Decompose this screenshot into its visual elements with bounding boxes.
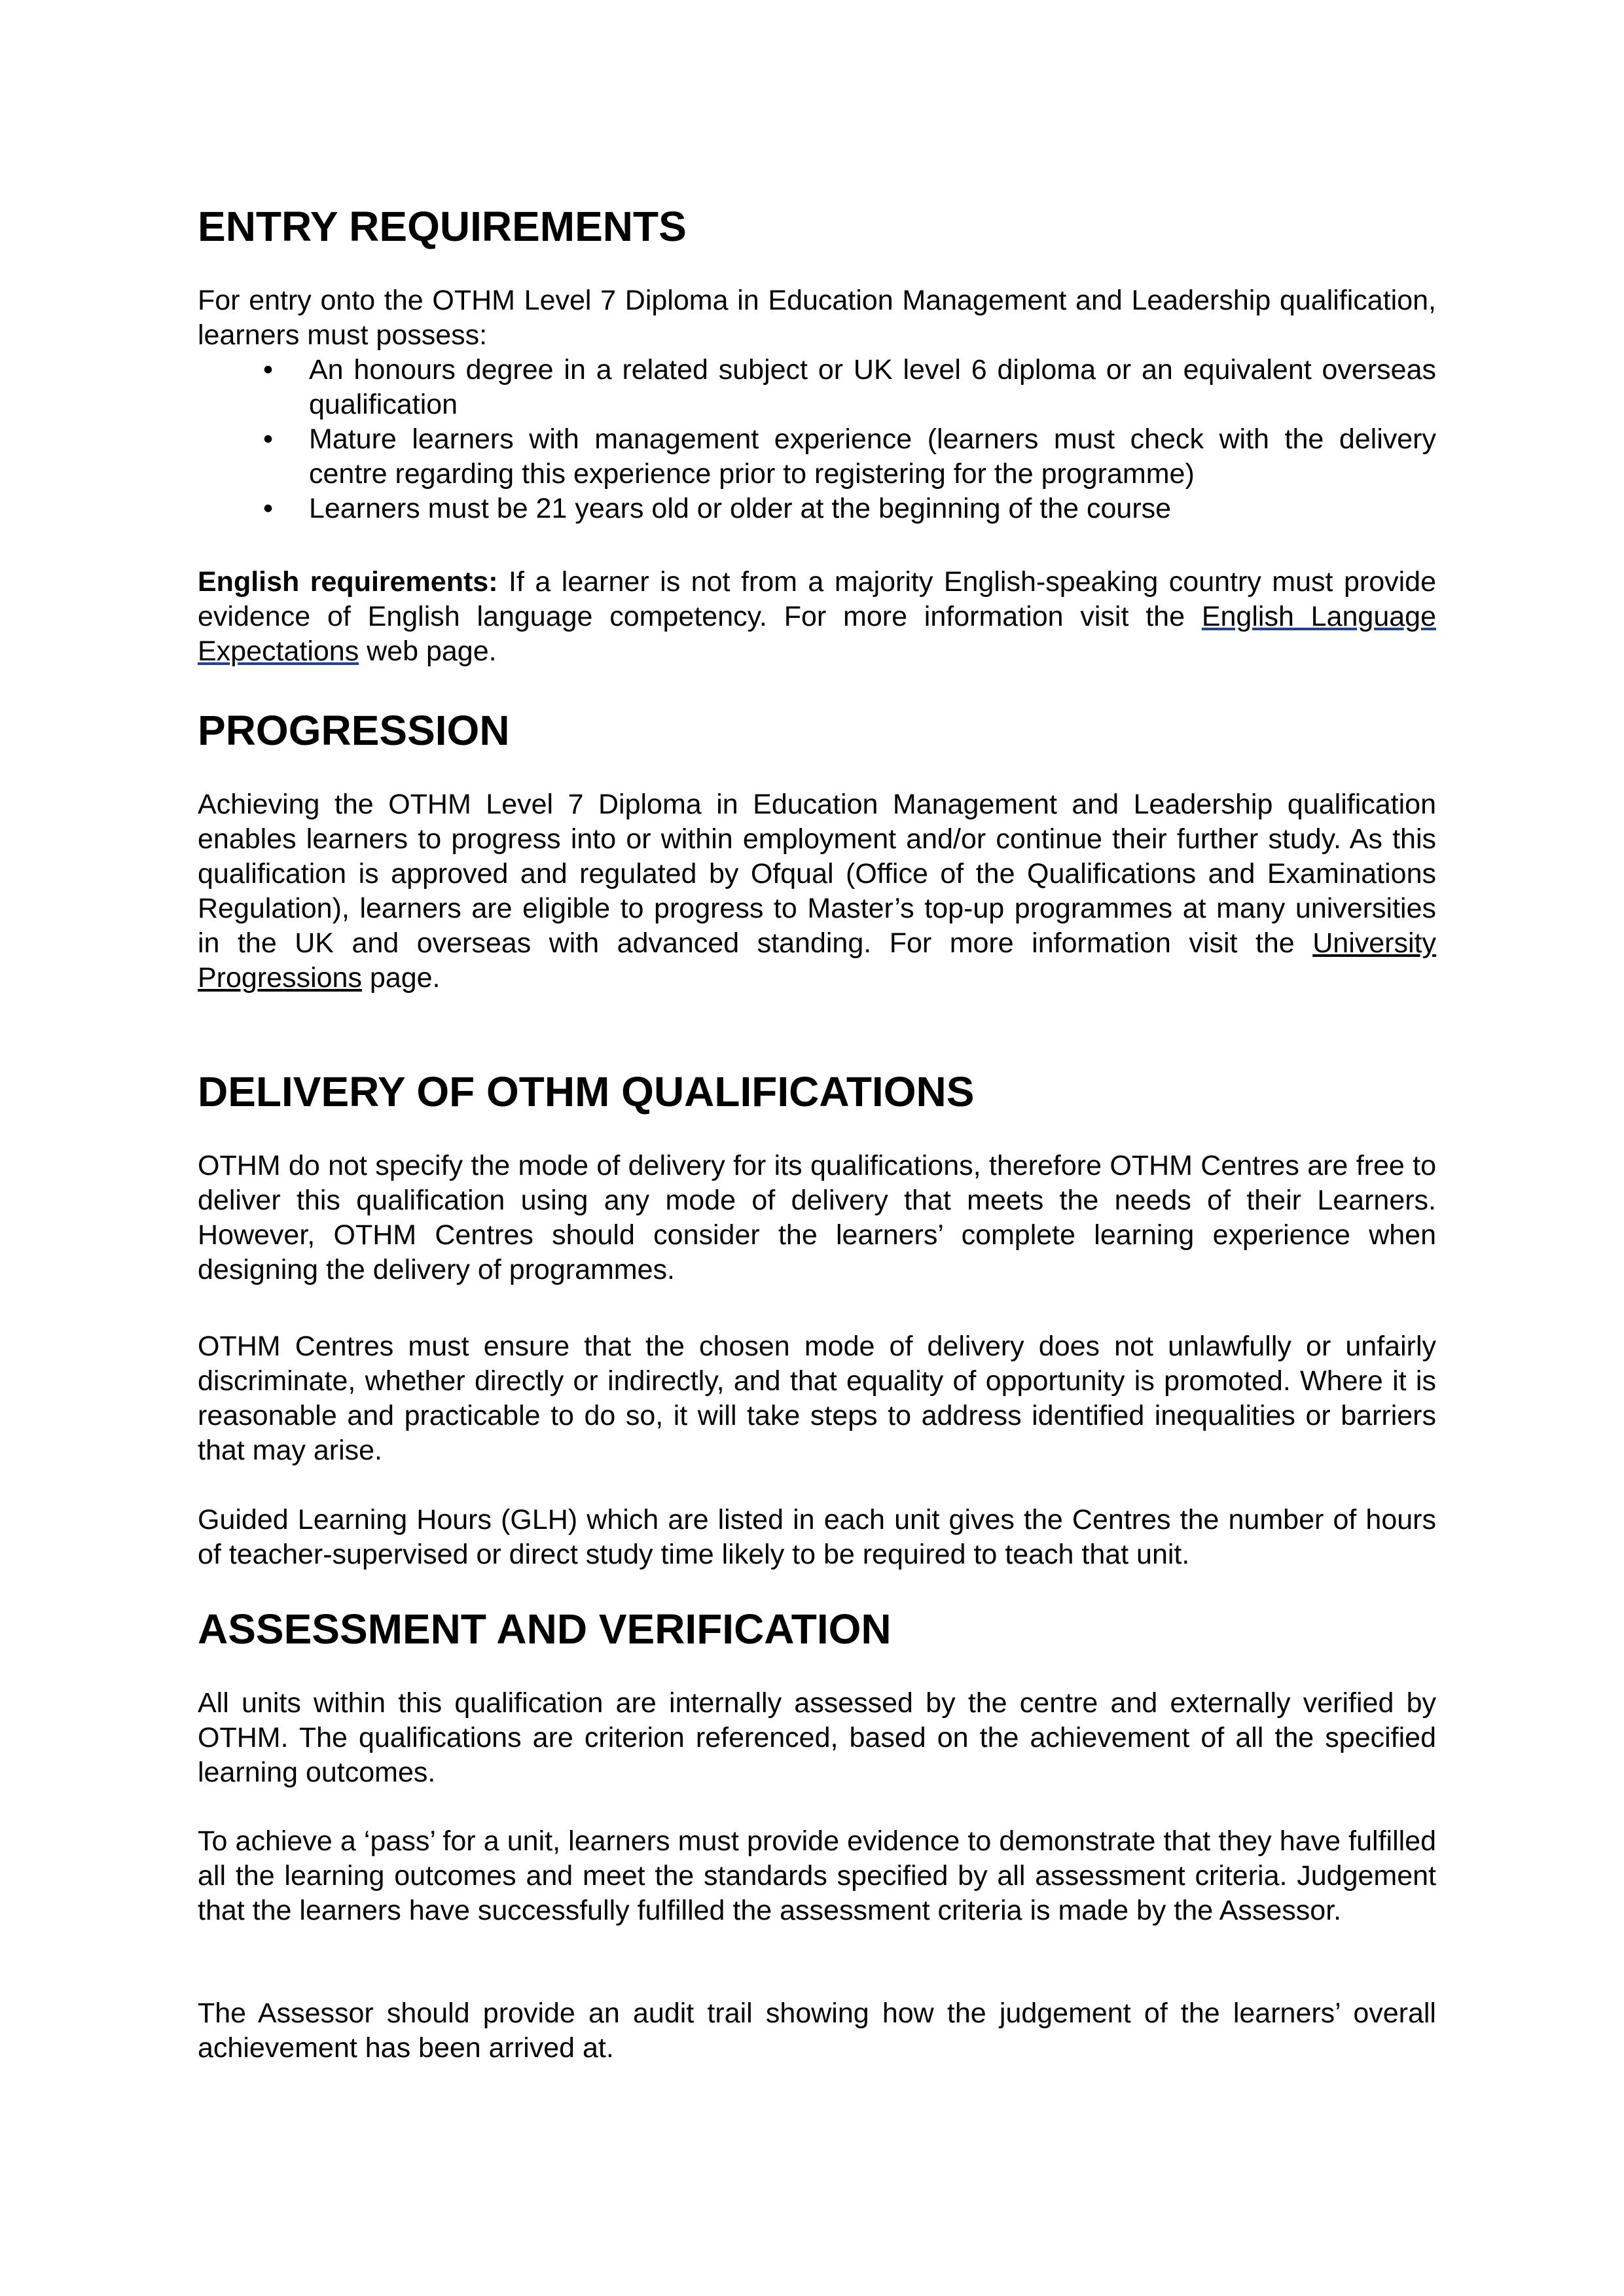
english-requirements-paragraph — [198, 565, 1436, 669]
assessment-heading: ASSESSMENT AND VERIFICATION — [198, 1605, 892, 1653]
delivery-paragraph-2: OTHM Centres must ensure that the chosen mode of delivery does not unlawfully or unfairly discriminate, whether directly or indirectly, and that equality of opportunity is promoted. Where it is reasonable and practicable to do so, it will take steps to address identified inequalities or barriers that may arise. — [198, 1331, 1436, 1466]
entry-intro-paragraph: For entry onto the OTHM Level 7 Diploma in Education Management and Leadership qualification, learners must possess: — [198, 285, 1436, 351]
assessment-paragraph-3: The Assessor should provide an audit trail showing how the judgement of the learners’ overall achievement has been arrived at. — [198, 1998, 1436, 2064]
english-requirements-text: If a learner is not from a majority English-speaking country must provide evidence of English language competency. For more information visit the — [198, 566, 1437, 632]
english-requirements-tail: web page. — [359, 636, 497, 667]
english-requirements-label: English requirements: — [198, 566, 498, 598]
list-item — [198, 353, 1436, 422]
progression-paragraph — [198, 787, 1436, 996]
list-item — [198, 422, 1436, 492]
entry-requirements-heading: ENTRY REQUIREMENTS — [198, 203, 687, 250]
delivery-paragraph-3: Guided Learning Hours (GLH) which are listed in each unit gives the Centres the number of hours of teacher-supervised or direct study time likely to be required to teach that unit. — [198, 1504, 1436, 1570]
delivery-paragraph-1: OTHM do not specify the mode of delivery for its qualifications, therefore OTHM Centres are free to deliver this qualification using any mode of delivery that meets the needs of their Learners. However, OTHM Centres should consider the learners’ complete learning experience when designing the delivery of programmes. — [198, 1150, 1436, 1285]
list-item — [198, 492, 1436, 526]
assessment-paragraph-2: To achieve a ‘pass’ for a unit, learners must provide evidence to demonstrate that they have fulfilled all the learning outcomes and meet the standards specified by all assessment criteria. Judgement that the learners have successfully fulfilled the assessment criteria is made by the Assessor. — [198, 1825, 1436, 1926]
bullet-icon: • — [263, 354, 274, 386]
progression-heading: PROGRESSION — [198, 707, 510, 754]
assessment-paragraph-1: All units within this qualification are internally assessed by the centre and externally verified by OTHM. The qualifications are criterion referenced, based on the achievement of all the specified learning outcomes. — [198, 1687, 1436, 1788]
bullet-icon: • — [263, 423, 274, 455]
bullet-icon: • — [263, 493, 274, 524]
delivery-heading: DELIVERY OF OTHM QUALIFICATIONS — [198, 1068, 975, 1115]
entry-bullet-list — [198, 353, 1436, 526]
bullet-text: Mature learners with management experience (learners must check with the delivery centre regarding this experience prior to registering for the programme) — [309, 423, 1436, 490]
progression-tail: page. — [361, 962, 441, 994]
english-language-expectations-link[interactable]: English Language Expectations — [198, 601, 1436, 667]
progression-text: Achieving the OTHM Level 7 Diploma in Education Management and Leadership qualification enables learners to progress into or within employment and/or continue their further study. As this qualification is approved and regulated by Ofqual (Office of the Qualifications and Examinations Regulation), learners are eligible to progress to Master’s top-up programmes at many universities in the UK and overseas with advanced standing. For more information visit the — [198, 789, 1436, 959]
university-progressions-link[interactable]: University Progressions — [198, 927, 1436, 994]
bullet-text: An honours degree in a related subject or UK level 6 diploma or an equivalent overseas qualification — [309, 354, 1436, 420]
bullet-text: Learners must be 21 years old or older at the beginning of the course — [309, 493, 1172, 524]
